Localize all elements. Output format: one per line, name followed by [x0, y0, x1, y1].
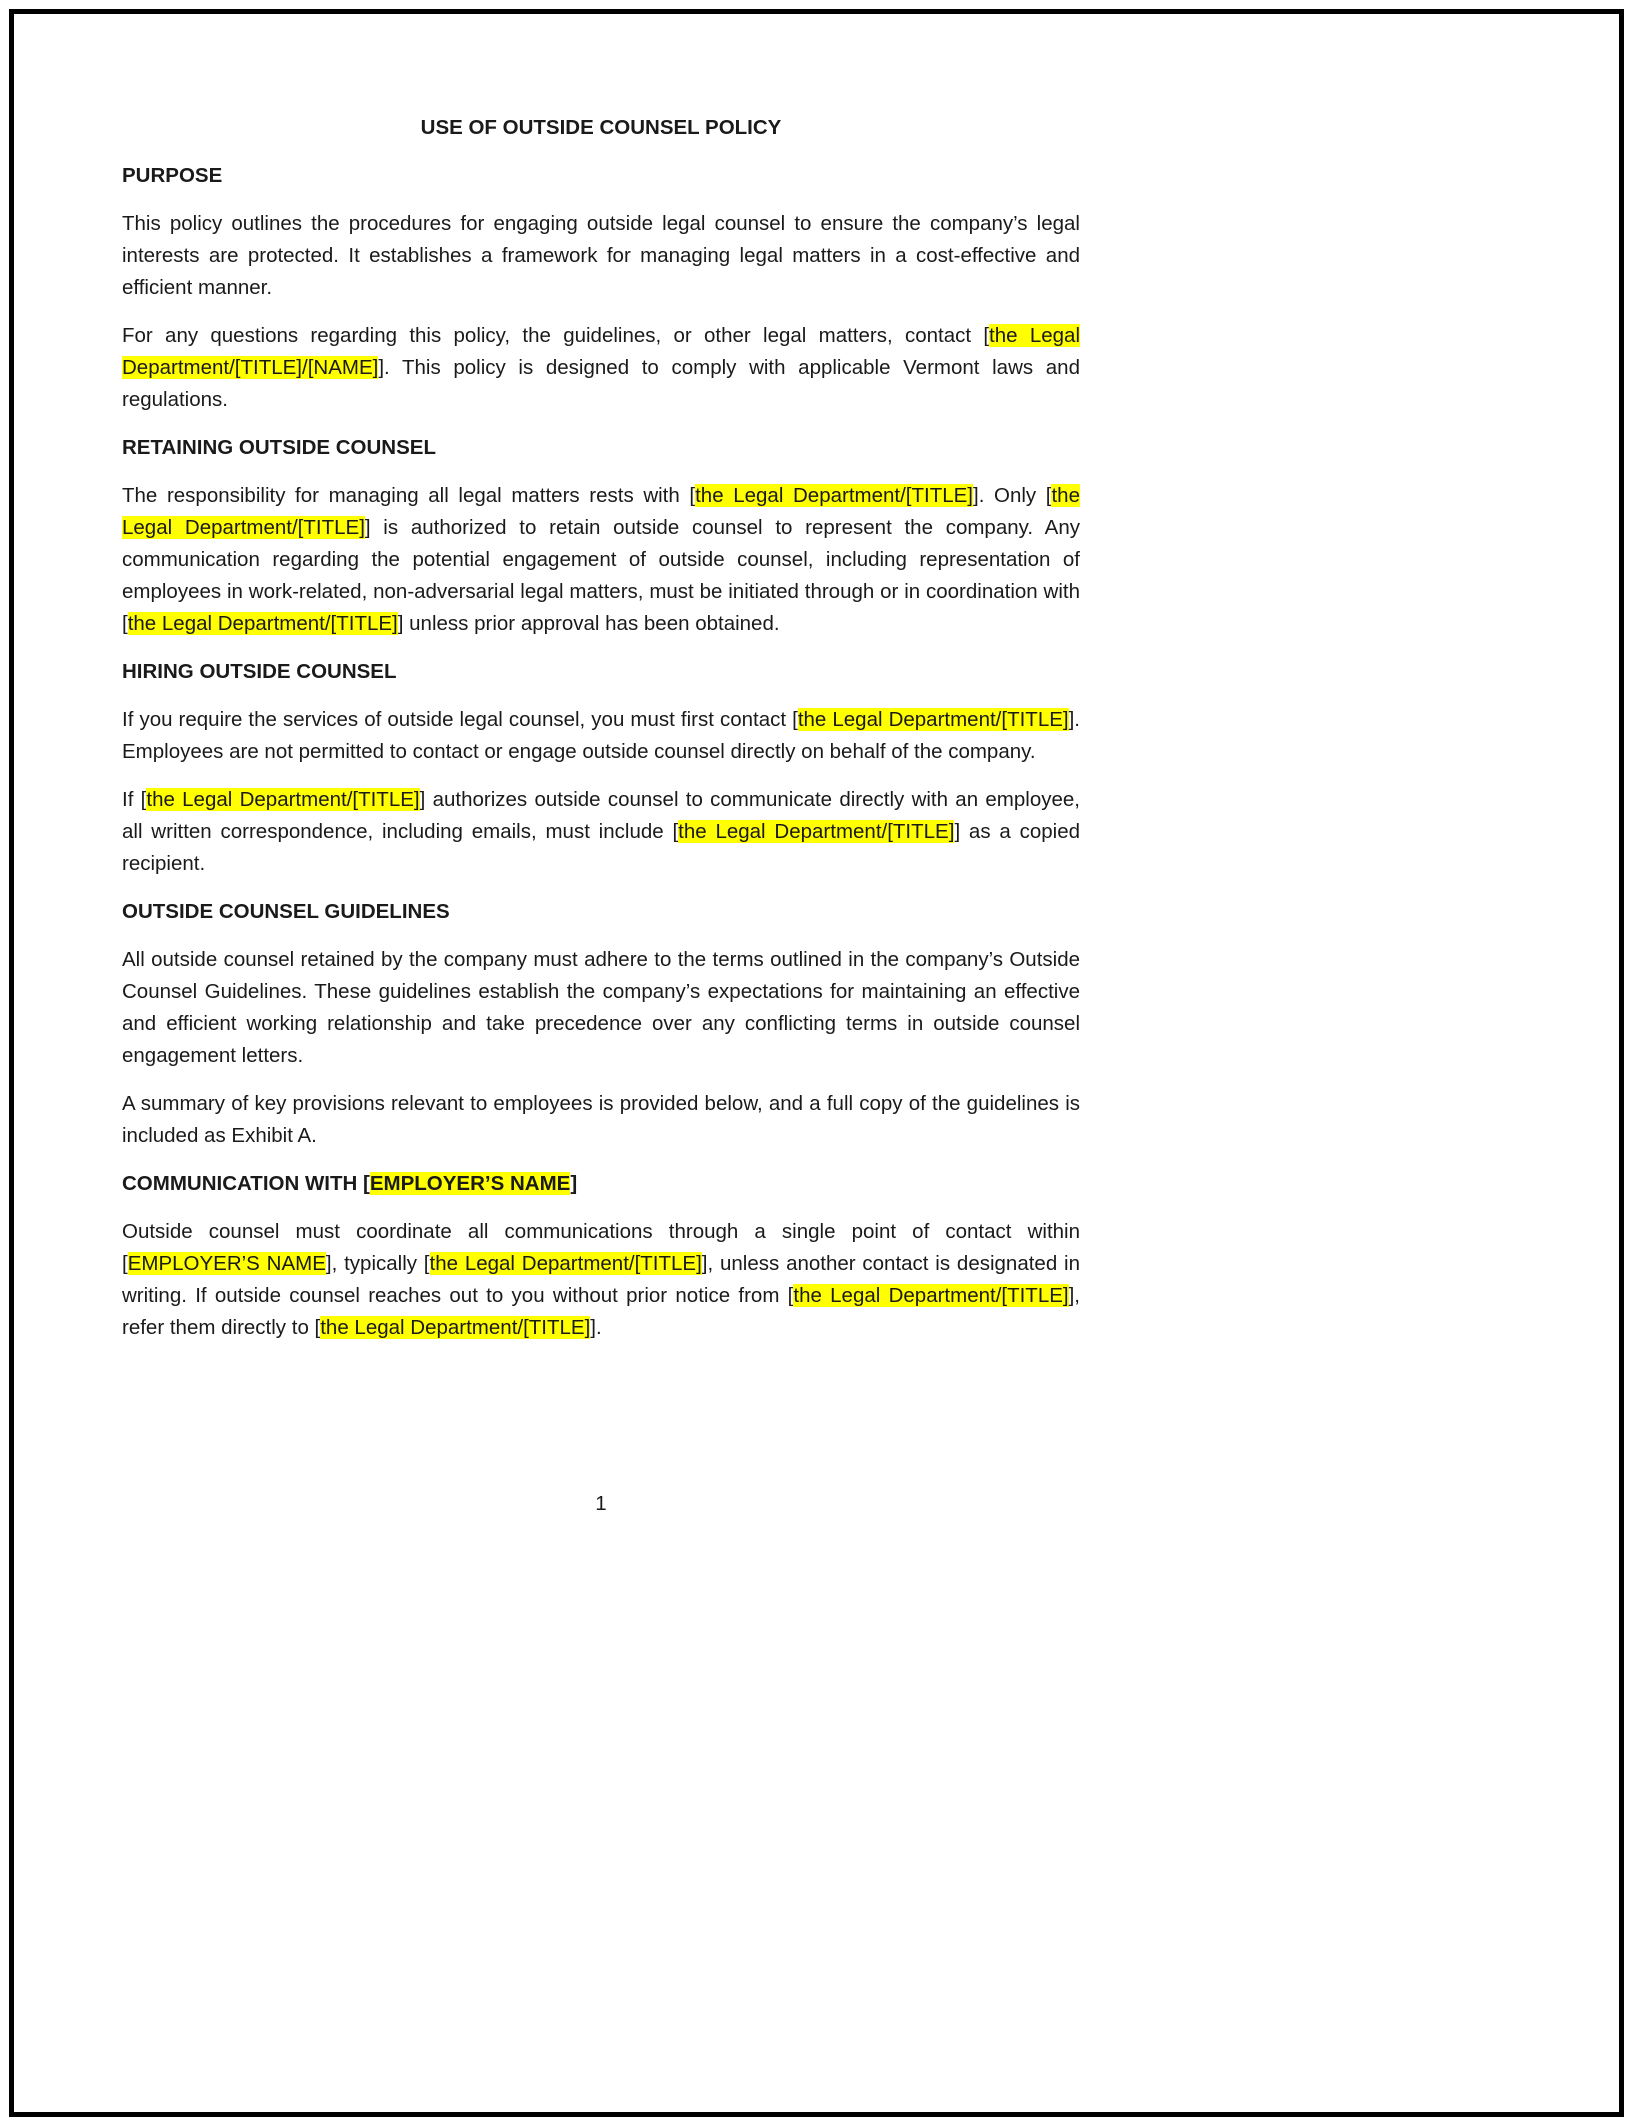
highlighted-placeholder: the Legal Department/[TITLE]: [320, 1316, 591, 1339]
paragraph: [122, 480, 1080, 640]
paragraph: [122, 784, 1080, 880]
text-segment: If [: [122, 788, 147, 811]
text-segment: RETAINING OUTSIDE COUNSEL: [122, 436, 436, 459]
text-segment: ], refer them directly to [: [122, 1284, 1080, 1339]
text-segment: ] unless prior approval has been obtained.: [397, 612, 780, 635]
document-sections: [122, 160, 1080, 1344]
paragraph: [122, 208, 1080, 304]
highlighted-placeholder: the Legal Department/[TITLE]: [122, 484, 1080, 539]
document-title: USE OF OUTSIDE COUNSEL POLICY: [420, 116, 782, 139]
highlighted-placeholder: the Legal Department/[TITLE]: [797, 708, 1069, 731]
highlighted-placeholder: the Legal Department/[TITLE]: [678, 820, 955, 843]
section-heading: [122, 432, 1080, 464]
highlighted-placeholder: EMPLOYER’S NAME: [369, 1172, 571, 1195]
text-segment: If you require the services of outside legal counsel, you must first contact [: [122, 708, 798, 731]
paragraph: [122, 320, 1080, 416]
section-heading: [122, 656, 1080, 688]
paragraph: [122, 944, 1080, 1072]
highlighted-placeholder: the Legal Department/[TITLE]: [127, 612, 398, 635]
section-heading: [122, 160, 1080, 192]
text-segment: ]. Only [: [973, 484, 1052, 507]
text-segment: ], typically [: [325, 1252, 430, 1275]
text-segment: ] is authorized to retain outside counsel to represent the company. Any communication regarding the potential engagement of outside counsel, including representation of employees in work-related, non-adversarial legal matters, must be initiated through or in coordination with [: [122, 516, 1080, 635]
paragraph: [122, 1216, 1080, 1344]
paragraph: [122, 704, 1080, 768]
text-segment: PURPOSE: [122, 164, 223, 187]
text-segment: This policy outlines the procedures for engaging outside legal counsel to ensure the company’s legal interests are protected. It establishes a framework for managing legal matters in a cost-effective and efficient manner.: [122, 212, 1080, 299]
text-segment: ]: [570, 1172, 578, 1195]
section-heading: [122, 1168, 1080, 1200]
highlighted-placeholder: the Legal Department/[TITLE]: [146, 788, 420, 811]
highlighted-placeholder: the Legal Department/[TITLE]: [695, 484, 973, 507]
highlighted-placeholder: the Legal Department/[TITLE]/[NAME]: [122, 324, 1080, 379]
section-heading: [122, 896, 1080, 928]
text-segment: COMMUNICATION WITH [: [122, 1172, 370, 1195]
text-segment: ] authorizes outside counsel to communicate directly with an employee, all written correspondence, including emails, must include [: [122, 788, 1080, 843]
text-segment: The responsibility for managing all legal matters rests with [: [122, 484, 696, 507]
text-segment: OUTSIDE COUNSEL GUIDELINES: [122, 900, 450, 923]
page-number: 1: [595, 1492, 607, 1515]
text-segment: Outside counsel must coordinate all communications through a single point of contact within [: [122, 1220, 1080, 1275]
text-segment: ] as a copied recipient.: [122, 820, 1081, 875]
text-segment: ]. Employees are not permitted to contact or engage outside counsel directly on behalf of the company.: [122, 708, 1080, 763]
highlighted-placeholder: the Legal Department/[TITLE]: [793, 1284, 1069, 1307]
highlighted-placeholder: the Legal Department/[TITLE]: [429, 1252, 702, 1275]
text-segment: HIRING OUTSIDE COUNSEL: [122, 660, 397, 683]
text-segment: All outside counsel retained by the company must adhere to the terms outlined in the company’s Outside Counsel Guidelines. These guidelines establish the company’s expectations for maintaining an effective and efficient working relationship and take precedence over any conflicting terms in outside counsel engagement letters.: [122, 948, 1080, 1067]
paragraph: [122, 1088, 1080, 1152]
document-content: [122, 112, 1080, 1360]
text-segment: A summary of key provisions relevant to employees is provided below, and a full copy of the guidelines is included as Exhibit A.: [122, 1092, 1080, 1147]
text-segment: For any questions regarding this policy, the guidelines, or other legal matters, contact [: [122, 324, 990, 347]
text-segment: ].: [590, 1316, 602, 1339]
text-segment: ], unless another contact is designated in writing. If outside counsel reaches out to you without prior notice from [: [122, 1252, 1080, 1307]
text-segment: ]. This policy is designed to comply with applicable Vermont laws and regulations.: [122, 356, 1080, 411]
highlighted-placeholder: EMPLOYER’S NAME: [127, 1252, 326, 1275]
